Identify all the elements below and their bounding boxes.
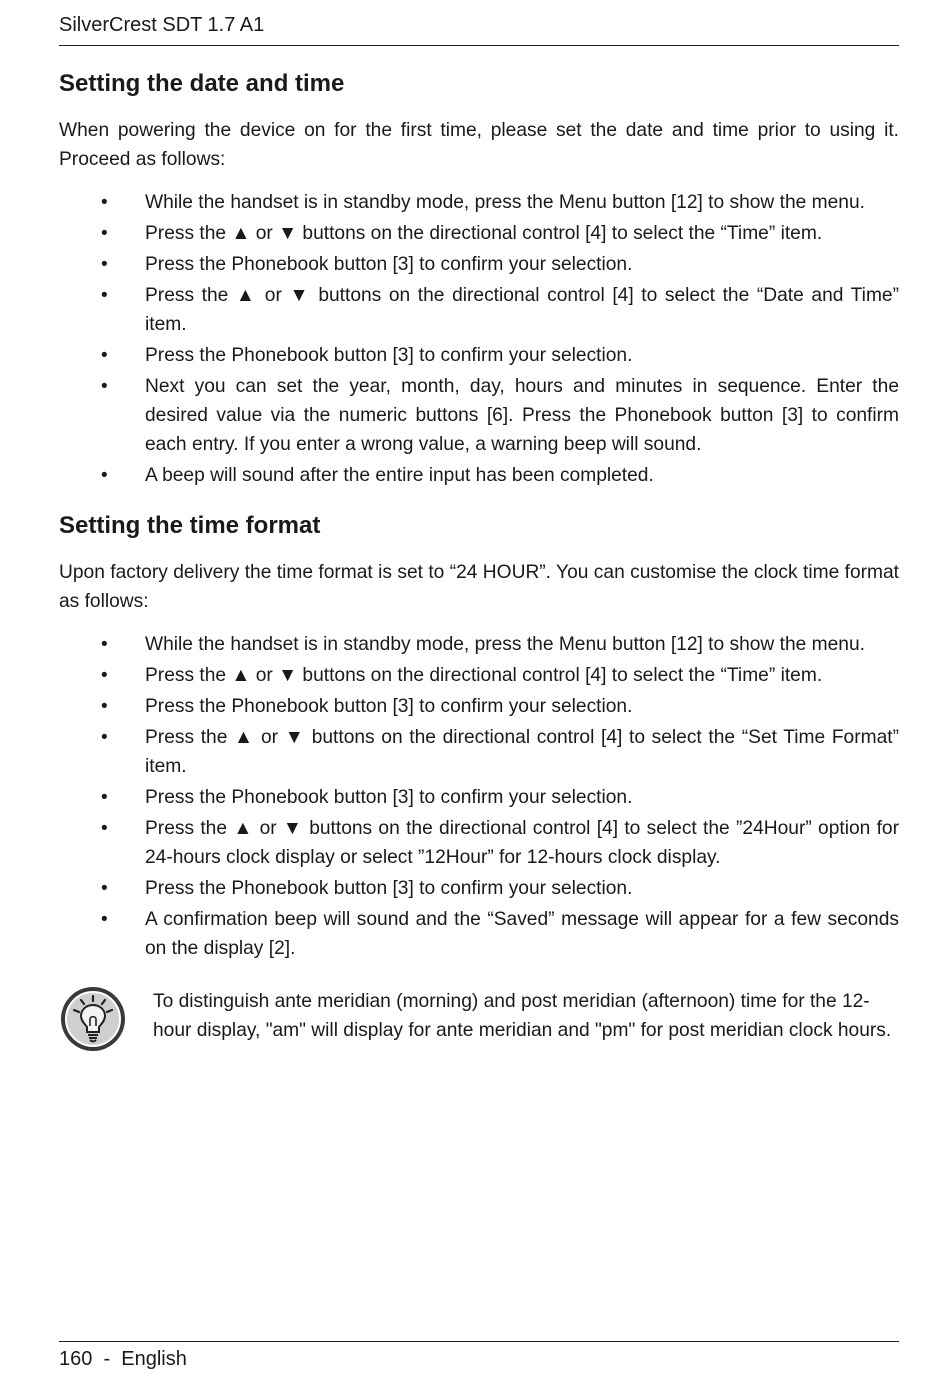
page-footer <box>59 1341 899 1372</box>
bullet-icon: • <box>101 465 108 486</box>
bullet-icon: • <box>101 818 108 839</box>
list-item: • Press the ▲ or ▼ buttons on the directional control [4] to select the “Time” item. <box>59 219 899 248</box>
lightbulb-icon <box>59 985 127 1053</box>
step-list-date-time <box>59 188 899 490</box>
section-intro-time-format: Upon factory delivery the time format is set to “24 HOUR”. You can customise the clock time format as follows: <box>59 562 899 612</box>
list-item: • Press the ▲ or ▼ buttons on the directional control [4] to select the “Set Time Format” item. <box>59 723 899 781</box>
document-title: SilverCrest SDT 1.7 A1 <box>59 14 265 36</box>
bullet-icon: • <box>101 345 108 366</box>
tip-text: To distinguish ante meridian (morning) and post meridian (afternoon) time for the 12-hour display, "am" will display for ante meridian and "pm" for post meridian clock hours. <box>153 991 892 1041</box>
section-intro-date-time: When powering the device on for the first time, please set the date and time prior to using it. Proceed as follows: <box>59 120 899 170</box>
section-time-format <box>59 510 899 963</box>
page-number: 160 - English <box>59 1348 187 1370</box>
list-item: • Press the ▲ or ▼ buttons on the directional control [4] to select the “Time” item. <box>59 661 899 690</box>
bullet-icon: • <box>101 254 108 275</box>
list-item: • Press the Phonebook button [3] to confirm your selection. <box>59 874 899 903</box>
list-item: • While the handset is in standby mode, press the Menu button [12] to show the menu. <box>59 630 899 659</box>
step-list-time-format <box>59 630 899 963</box>
list-item: • While the handset is in standby mode, press the Menu button [12] to show the menu. <box>59 188 899 217</box>
bullet-icon: • <box>101 727 108 748</box>
list-item: • Press the Phonebook button [3] to confirm your selection. <box>59 341 899 370</box>
section-heading-time-format: Setting the time format <box>59 512 321 539</box>
bullet-icon: • <box>101 878 108 899</box>
bullet-icon: • <box>101 787 108 808</box>
section-heading-date-time: Setting the date and time <box>59 70 345 97</box>
list-item: • Press the ▲ or ▼ buttons on the directional control [4] to select the “Date and Time” item. <box>59 281 899 339</box>
list-item: • A confirmation beep will sound and the “Saved” message will appear for a few seconds on the display [2]. <box>59 905 899 963</box>
bullet-icon: • <box>101 634 108 655</box>
list-item: • A beep will sound after the entire input has been completed. <box>59 461 899 490</box>
list-item: • Press the ▲ or ▼ buttons on the directional control [4] to select the ”24Hour” option for 24-hours clock display or select ”12Hour” for 12-hours clock display. <box>59 814 899 872</box>
bullet-icon: • <box>101 696 108 717</box>
tip-note <box>59 983 899 1055</box>
bullet-icon: • <box>101 909 108 930</box>
list-item: • Press the Phonebook button [3] to confirm your selection. <box>59 783 899 812</box>
bullet-icon: • <box>101 285 108 306</box>
bullet-icon: • <box>101 192 108 213</box>
list-item: • Press the Phonebook button [3] to confirm your selection. <box>59 692 899 721</box>
bullet-icon: • <box>101 376 108 397</box>
bullet-icon: • <box>101 223 108 244</box>
page-content <box>59 68 899 1055</box>
list-item: • Next you can set the year, month, day, hours and minutes in sequence. Enter the desired value via the numeric buttons [6]. Press the Phonebook button [3] to confirm each entry. If you enter a wrong value, a warning beep will sound. <box>59 372 899 459</box>
page-header <box>59 12 899 46</box>
bullet-icon: • <box>101 665 108 686</box>
list-item: • Press the Phonebook button [3] to confirm your selection. <box>59 250 899 279</box>
